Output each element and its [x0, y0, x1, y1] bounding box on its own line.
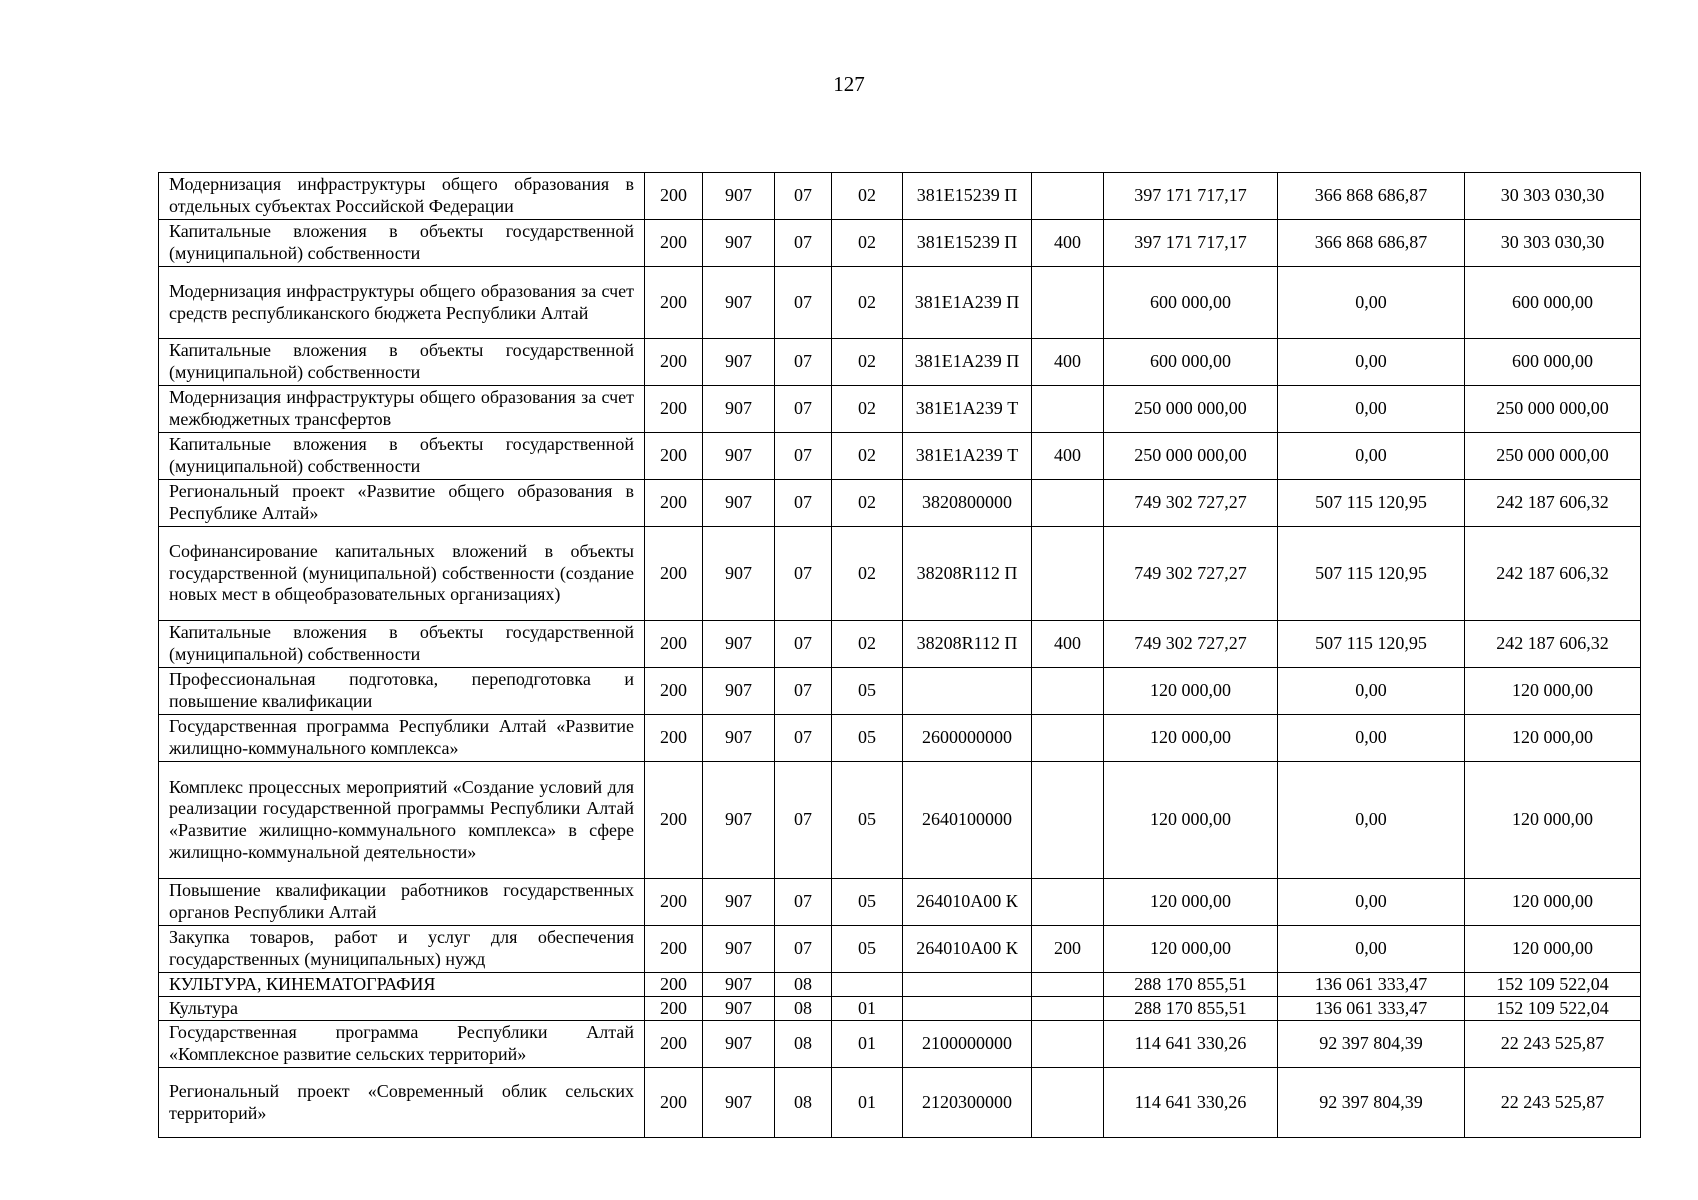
section-code: 07: [775, 480, 832, 527]
admin-code: 200: [645, 668, 703, 715]
admin-code: 200: [645, 621, 703, 668]
section-code: 07: [775, 926, 832, 973]
section-code: 07: [775, 386, 832, 433]
amount-federal: 0,00: [1278, 715, 1465, 762]
amount-federal: 507 115 120,95: [1278, 527, 1465, 621]
target-article-code: 381E1A239 Т: [903, 386, 1032, 433]
amount-federal: 0,00: [1278, 879, 1465, 926]
amount-regional: 120 000,00: [1465, 715, 1641, 762]
amount-regional: 152 109 522,04: [1465, 997, 1641, 1021]
subsection-code: 05: [832, 762, 903, 879]
expense-type-code: [1032, 173, 1104, 220]
amount-regional: 242 187 606,32: [1465, 621, 1641, 668]
amount-total: 114 641 330,26: [1104, 1068, 1278, 1138]
target-article-code: 381E1A239 Т: [903, 433, 1032, 480]
section-code: 08: [775, 1021, 832, 1068]
section-code: 07: [775, 715, 832, 762]
ministry-code: 907: [703, 715, 775, 762]
admin-code: 200: [645, 480, 703, 527]
section-code: 07: [775, 339, 832, 386]
table-row: [159, 668, 1641, 715]
amount-total: 288 170 855,51: [1104, 997, 1278, 1021]
subsection-code: 02: [832, 386, 903, 433]
expense-type-code: [1032, 715, 1104, 762]
amount-total: 397 171 717,17: [1104, 220, 1278, 267]
subsection-code: 01: [832, 1068, 903, 1138]
ministry-code: 907: [703, 433, 775, 480]
amount-regional: 250 000 000,00: [1465, 386, 1641, 433]
table-row: [159, 973, 1641, 997]
amount-regional: 22 243 525,87: [1465, 1068, 1641, 1138]
row-name: Государственная программа Республики Алтай «Комплексное развитие сельских территорий»: [159, 1021, 645, 1068]
target-article-code: 381E1A239 П: [903, 339, 1032, 386]
row-name: Модернизация инфраструктуры общего образования в отдельных субъектах Российской Федерации: [159, 173, 645, 220]
amount-regional: 120 000,00: [1465, 668, 1641, 715]
table-row: [159, 1068, 1641, 1138]
ministry-code: 907: [703, 527, 775, 621]
row-name: Закупка товаров, работ и услуг для обеспечения государственных (муниципальных) нужд: [159, 926, 645, 973]
expense-type-code: [1032, 527, 1104, 621]
expense-type-code: [1032, 480, 1104, 527]
section-code: 07: [775, 668, 832, 715]
admin-code: 200: [645, 173, 703, 220]
admin-code: 200: [645, 879, 703, 926]
ministry-code: 907: [703, 1021, 775, 1068]
amount-regional: 242 187 606,32: [1465, 480, 1641, 527]
target-article-code: 38208R112 П: [903, 621, 1032, 668]
amount-federal: 92 397 804,39: [1278, 1068, 1465, 1138]
target-article-code: 264010А00 К: [903, 926, 1032, 973]
amount-federal: 0,00: [1278, 668, 1465, 715]
page-number: 127: [833, 72, 865, 96]
amount-total: 120 000,00: [1104, 715, 1278, 762]
section-code: 07: [775, 220, 832, 267]
ministry-code: 907: [703, 973, 775, 997]
amount-federal: 507 115 120,95: [1278, 480, 1465, 527]
ministry-code: 907: [703, 267, 775, 339]
table-row: [159, 879, 1641, 926]
ministry-code: 907: [703, 339, 775, 386]
amount-federal: 366 868 686,87: [1278, 220, 1465, 267]
row-name: Профессиональная подготовка, переподготовка и повышение квалификации: [159, 668, 645, 715]
admin-code: 200: [645, 926, 703, 973]
subsection-code: 02: [832, 267, 903, 339]
amount-total: 250 000 000,00: [1104, 433, 1278, 480]
row-name: Культура: [159, 997, 645, 1021]
ministry-code: 907: [703, 1068, 775, 1138]
subsection-code: 05: [832, 715, 903, 762]
section-code: 08: [775, 1068, 832, 1138]
expense-type-code: 400: [1032, 621, 1104, 668]
amount-regional: 30 303 030,30: [1465, 220, 1641, 267]
section-code: 07: [775, 527, 832, 621]
expense-type-code: 400: [1032, 339, 1104, 386]
table-row: [159, 220, 1641, 267]
amount-regional: 242 187 606,32: [1465, 527, 1641, 621]
amount-total: 749 302 727,27: [1104, 621, 1278, 668]
admin-code: 200: [645, 715, 703, 762]
amount-federal: 136 061 333,47: [1278, 997, 1465, 1021]
table-row: [159, 267, 1641, 339]
expense-type-code: [1032, 1021, 1104, 1068]
admin-code: 200: [645, 1021, 703, 1068]
row-name: Региональный проект «Развитие общего образования в Республике Алтай»: [159, 480, 645, 527]
amount-regional: 600 000,00: [1465, 339, 1641, 386]
subsection-code: 02: [832, 433, 903, 480]
subsection-code: 02: [832, 527, 903, 621]
section-code: 07: [775, 621, 832, 668]
amount-regional: 30 303 030,30: [1465, 173, 1641, 220]
subsection-code: 01: [832, 1021, 903, 1068]
row-name: КУЛЬТУРА, КИНЕМАТОГРАФИЯ: [159, 973, 645, 997]
amount-total: 600 000,00: [1104, 267, 1278, 339]
amount-regional: 120 000,00: [1465, 762, 1641, 879]
row-name: Софинансирование капитальных вложений в объекты государственной (муниципальной) собственности (создание новых мест в общеобразовательных организациях): [159, 527, 645, 621]
admin-code: 200: [645, 527, 703, 621]
ministry-code: 907: [703, 386, 775, 433]
ministry-code: 907: [703, 480, 775, 527]
expense-type-code: [1032, 1068, 1104, 1138]
amount-total: 120 000,00: [1104, 668, 1278, 715]
amount-federal: 0,00: [1278, 267, 1465, 339]
table-row: [159, 339, 1641, 386]
amount-regional: 600 000,00: [1465, 267, 1641, 339]
amount-federal: 0,00: [1278, 386, 1465, 433]
ministry-code: 907: [703, 926, 775, 973]
amount-total: 114 641 330,26: [1104, 1021, 1278, 1068]
amount-total: 749 302 727,27: [1104, 527, 1278, 621]
admin-code: 200: [645, 762, 703, 879]
row-name: Повышение квалификации работников государственных органов Республики Алтай: [159, 879, 645, 926]
admin-code: 200: [645, 433, 703, 480]
subsection-code: 02: [832, 173, 903, 220]
table-row: [159, 173, 1641, 220]
row-name: Модернизация инфраструктуры общего образования за счет средств республиканского бюджета Республики Алтай: [159, 267, 645, 339]
amount-total: 749 302 727,27: [1104, 480, 1278, 527]
amount-total: 120 000,00: [1104, 879, 1278, 926]
budget-table: [158, 172, 1641, 1138]
section-code: 07: [775, 267, 832, 339]
expense-type-code: 400: [1032, 433, 1104, 480]
expense-type-code: [1032, 267, 1104, 339]
expense-type-code: 200: [1032, 926, 1104, 973]
target-article-code: 2600000000: [903, 715, 1032, 762]
section-code: 07: [775, 762, 832, 879]
expense-type-code: [1032, 668, 1104, 715]
target-article-code: [903, 997, 1032, 1021]
amount-federal: 136 061 333,47: [1278, 973, 1465, 997]
table-row: [159, 762, 1641, 879]
table-row: [159, 715, 1641, 762]
target-article-code: 381E15239 П: [903, 220, 1032, 267]
amount-federal: 0,00: [1278, 339, 1465, 386]
section-code: 07: [775, 173, 832, 220]
amount-total: 120 000,00: [1104, 926, 1278, 973]
amount-federal: 0,00: [1278, 926, 1465, 973]
table-row: [159, 926, 1641, 973]
subsection-code: 05: [832, 879, 903, 926]
expense-type-code: [1032, 879, 1104, 926]
admin-code: 200: [645, 973, 703, 997]
amount-total: 250 000 000,00: [1104, 386, 1278, 433]
admin-code: 200: [645, 386, 703, 433]
table-row: [159, 997, 1641, 1021]
amount-total: 120 000,00: [1104, 762, 1278, 879]
amount-federal: 0,00: [1278, 762, 1465, 879]
row-name: Региональный проект «Современный облик сельских территорий»: [159, 1068, 645, 1138]
expense-type-code: [1032, 973, 1104, 997]
target-article-code: [903, 668, 1032, 715]
target-article-code: 381E15239 П: [903, 173, 1032, 220]
admin-code: 200: [645, 997, 703, 1021]
table-row: [159, 386, 1641, 433]
expense-type-code: 400: [1032, 220, 1104, 267]
expense-type-code: [1032, 386, 1104, 433]
target-article-code: 38208R112 П: [903, 527, 1032, 621]
target-article-code: 381E1A239 П: [903, 267, 1032, 339]
expense-type-code: [1032, 997, 1104, 1021]
amount-regional: 120 000,00: [1465, 879, 1641, 926]
table-row: [159, 1021, 1641, 1068]
row-name: Капитальные вложения в объекты государственной (муниципальной) собственности: [159, 220, 645, 267]
ministry-code: 907: [703, 173, 775, 220]
table-row: [159, 433, 1641, 480]
amount-total: 288 170 855,51: [1104, 973, 1278, 997]
ministry-code: 907: [703, 879, 775, 926]
amount-federal: 92 397 804,39: [1278, 1021, 1465, 1068]
expense-type-code: [1032, 762, 1104, 879]
subsection-code: 05: [832, 926, 903, 973]
subsection-code: 02: [832, 339, 903, 386]
admin-code: 200: [645, 220, 703, 267]
amount-regional: 152 109 522,04: [1465, 973, 1641, 997]
amount-federal: 366 868 686,87: [1278, 173, 1465, 220]
ministry-code: 907: [703, 997, 775, 1021]
subsection-code: 02: [832, 480, 903, 527]
subsection-code: [832, 973, 903, 997]
amount-federal: 0,00: [1278, 433, 1465, 480]
admin-code: 200: [645, 1068, 703, 1138]
row-name: Комплекс процессных мероприятий «Создание условий для реализации государственной программы Республики Алтай «Развитие жилищно-коммунального комплекса» в сфере жилищно-коммунальной деятельности»: [159, 762, 645, 879]
target-article-code: 2120300000: [903, 1068, 1032, 1138]
table-row: [159, 480, 1641, 527]
amount-total: 600 000,00: [1104, 339, 1278, 386]
row-name: Модернизация инфраструктуры общего образования за счет межбюджетных трансфертов: [159, 386, 645, 433]
subsection-code: 01: [832, 997, 903, 1021]
amount-regional: 22 243 525,87: [1465, 1021, 1641, 1068]
ministry-code: 907: [703, 668, 775, 715]
admin-code: 200: [645, 267, 703, 339]
amount-total: 397 171 717,17: [1104, 173, 1278, 220]
row-name: Капитальные вложения в объекты государственной (муниципальной) собственности: [159, 339, 645, 386]
ministry-code: 907: [703, 762, 775, 879]
section-code: 08: [775, 997, 832, 1021]
target-article-code: 3820800000: [903, 480, 1032, 527]
subsection-code: 02: [832, 220, 903, 267]
row-name: Государственная программа Республики Алтай «Развитие жилищно-коммунального комплекса»: [159, 715, 645, 762]
target-article-code: 264010А00 К: [903, 879, 1032, 926]
section-code: 07: [775, 433, 832, 480]
target-article-code: 2640100000: [903, 762, 1032, 879]
amount-federal: 507 115 120,95: [1278, 621, 1465, 668]
admin-code: 200: [645, 339, 703, 386]
subsection-code: 05: [832, 668, 903, 715]
ministry-code: 907: [703, 621, 775, 668]
row-name: Капитальные вложения в объекты государственной (муниципальной) собственности: [159, 621, 645, 668]
section-code: 07: [775, 879, 832, 926]
target-article-code: [903, 973, 1032, 997]
subsection-code: 02: [832, 621, 903, 668]
amount-regional: 250 000 000,00: [1465, 433, 1641, 480]
ministry-code: 907: [703, 220, 775, 267]
table-row: [159, 527, 1641, 621]
table-row: [159, 621, 1641, 668]
amount-regional: 120 000,00: [1465, 926, 1641, 973]
target-article-code: 2100000000: [903, 1021, 1032, 1068]
row-name: Капитальные вложения в объекты государственной (муниципальной) собственности: [159, 433, 645, 480]
section-code: 08: [775, 973, 832, 997]
